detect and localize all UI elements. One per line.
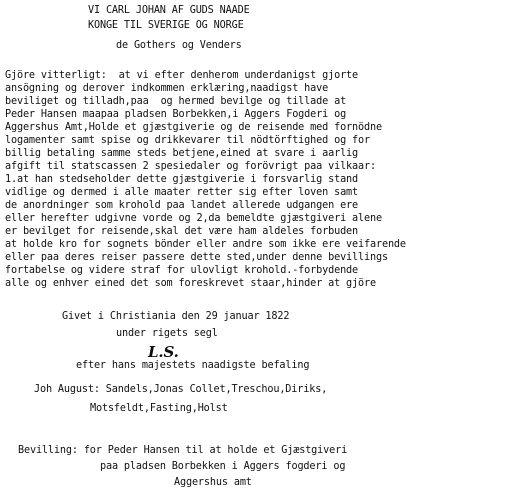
body-line-8: afgift til statscassen 2 spesiedaler og forövrigt paa vilkaar: [5, 161, 376, 172]
footer-line-2: paa pladsen Borbekken i Aggers fogderi og [100, 461, 346, 472]
signatories-line-1: Joh August: Sandels,Jonas Collet,Treschou,Diriks, [34, 384, 328, 395]
body-line-4: Peder Hansen maapaa pladsen Borbekken,i Aggers Fogderi og [5, 109, 347, 120]
body-line-14: at holde kro for sognets bönder eller andre som ikke ere veifarende [5, 239, 406, 250]
signatories-line-2: Motsfeldt,Fasting,Holst [90, 403, 228, 414]
given-date-line: Givet i Christiania den 29 januar 1822 [62, 311, 290, 322]
body-line-5: Aggershus Amt,Holde et gjæstgiverie og de reisende med fornödne [5, 122, 382, 133]
body-line-11: de anordninger som krohold paa landet allerede udgangen ere [5, 200, 359, 211]
seal-line: under rigets segl [116, 328, 218, 339]
seal-mark: L.S. [148, 343, 179, 361]
footer-line-3: Aggershus amt [174, 477, 252, 488]
body-line-1: Gjöre vitterligt: at vi efter denherom underdanigst gjorte [5, 70, 359, 81]
body-line-12: eller herefter udgivne vorde og 2,da bemeldte gjæstgiveri alene [5, 213, 382, 224]
royal-heading-line-2: KONGE TIL SVERIGE OG NORGE [88, 20, 244, 31]
body-line-15: eller paa deres reiser passere dette sted,under denne bevillings [5, 252, 388, 263]
royal-heading-line-1: VI CARL JOHAN AF GUDS NAADE [88, 5, 250, 16]
royal-heading-line-3: de Gothers og Venders [116, 40, 242, 51]
body-line-7: billig betaling samme steds betjene,eined at svare i aarlig [5, 148, 359, 159]
body-line-17: alle og enhver eined det som foreskrevet staar,hinder at gjöre [5, 278, 376, 289]
body-line-2: ansögning og derover indkommen erklæring,naadigst have [5, 83, 329, 94]
body-line-3: beviliget og tilladh,paa og hermed bevilge og tillade at [5, 96, 347, 107]
body-line-6: logamenter samt spise og drikkevarer til nödtörftighed og for [5, 135, 370, 146]
befaling-line: efter hans majestets naadigste befaling [76, 360, 310, 371]
body-line-16: fortabelse og videre straf for ulovligt krohold.-forbydende [5, 265, 359, 276]
footer-line-1: Bevilling: for Peder Hansen til at holde et Gjæstgiveri [18, 445, 348, 456]
body-line-13: er bevilget for reisende,skal det være ham aldeles forbuden [5, 226, 359, 237]
body-line-9: 1.at han stedseholder dette gjæstgiverie i forsvarlig stand [5, 174, 359, 185]
body-line-10: vidlige og dermed i alle maater retter sig efter loven samt [5, 187, 359, 198]
